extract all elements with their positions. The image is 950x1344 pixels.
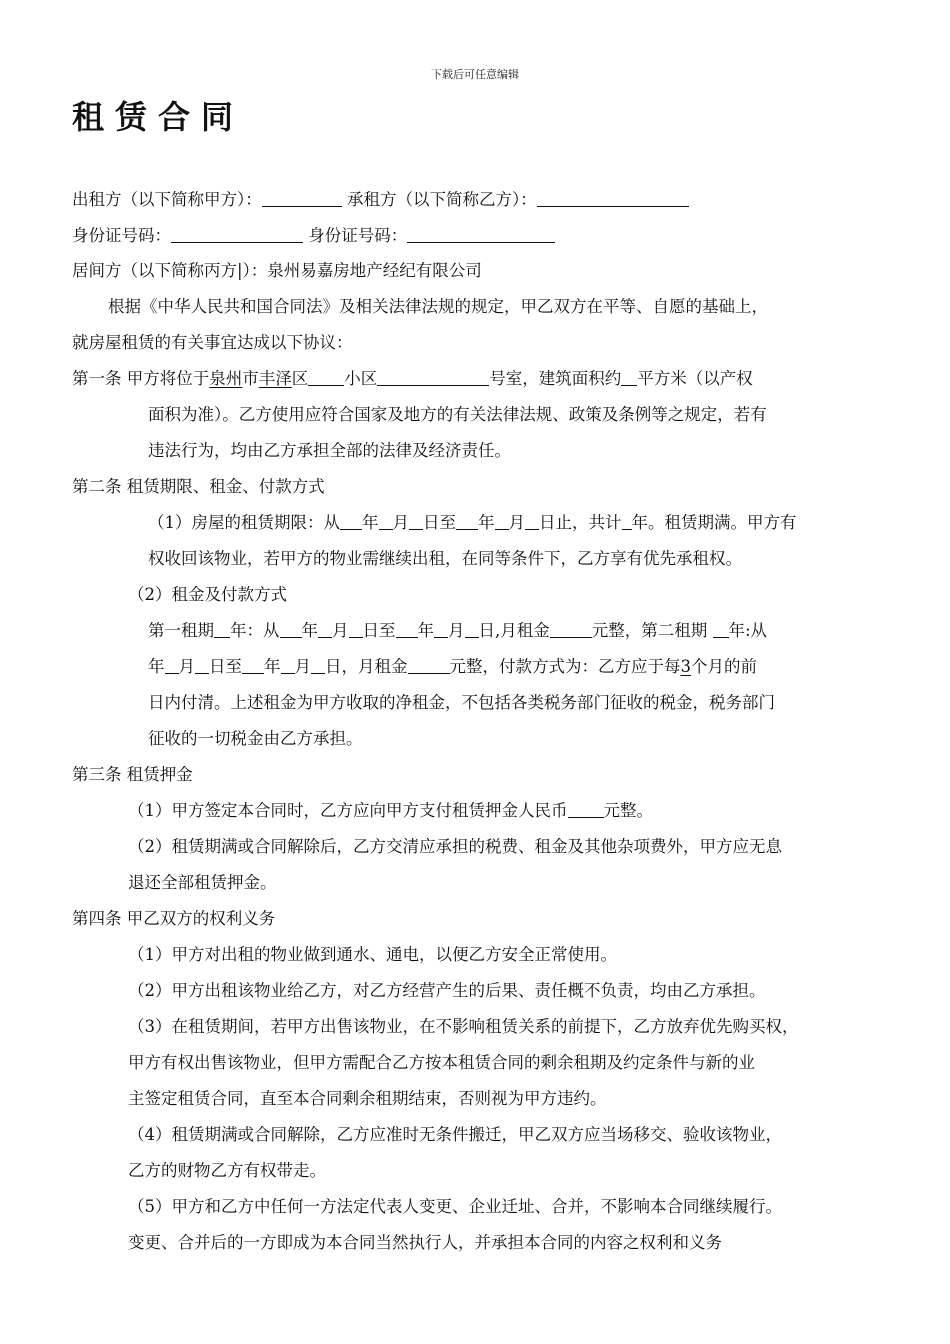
- article2-text: 年: [417, 621, 434, 640]
- lessor-id-label: 身份证号码：: [72, 226, 171, 245]
- article2-p2-heading: （2）租金及付款方式: [128, 585, 287, 604]
- blank: [465, 621, 479, 638]
- blank: [525, 513, 539, 530]
- article2-p2-line-2: [148, 657, 757, 677]
- article2-text: 日，月租金: [325, 657, 408, 676]
- months-value: 3: [680, 657, 691, 676]
- article2-p1-line-2: 权收回该物业，若甲方的物业需继续出租，在同等条件下，乙方享有优先承租权。: [148, 549, 742, 568]
- article2-text: 月: [448, 621, 465, 640]
- article2-heading: 第二条 租赁期限、租金、付款方式: [72, 477, 325, 496]
- blank: [379, 513, 393, 530]
- blank: [242, 657, 264, 674]
- blank: [349, 621, 363, 638]
- article2-text: 年: [301, 621, 318, 640]
- blank: [340, 513, 362, 530]
- article2-text: 年: [478, 513, 495, 532]
- article2-text: 日止，共计: [539, 513, 622, 532]
- header-note: 下载后可任意编辑: [431, 68, 519, 81]
- article2-text: 日至: [423, 513, 456, 532]
- article2-text: 月: [392, 513, 409, 532]
- preamble-line-1: 根据《中华人民共和国合同法》及相关法律法规的规定，甲乙双方在平等、自愿的基础上，: [108, 297, 768, 316]
- lessee-label: 承租方（以下简称乙方）：: [347, 190, 537, 209]
- article4-p1: （1）甲方对出租的物业做到通水、通电，以便乙方安全正常使用。: [128, 945, 617, 964]
- blank: [195, 657, 209, 674]
- parties-line-1: [72, 190, 689, 210]
- article4-p3-line-1: （3）在租赁期间，若甲方出售该物业，在不影响租赁关系的前提下，乙方放弃优先购买权，: [128, 1017, 799, 1036]
- blank: [308, 369, 344, 386]
- article2-p2-line-4: 征收的一切税金由乙方承担。: [148, 729, 363, 748]
- article3-p1: [128, 801, 653, 821]
- intermediary-line: 居间方（以下简称丙方|）：泉州易嘉房地产经纪有限公司: [72, 261, 482, 280]
- article1-text: 号室，建筑面积约: [489, 369, 622, 388]
- blank: [622, 513, 632, 530]
- blank: [409, 513, 423, 530]
- article2-text: 元整，付款方式为：乙方应于每: [449, 657, 681, 676]
- article3-text: （1）甲方签定本合同时，乙方应向甲方支付租赁押金人民币: [128, 801, 568, 820]
- blank: [456, 513, 478, 530]
- article3-p2-line-1: （2）租赁期满或合同解除后，乙方交清应承担的税费、租金及其他杂项费外，甲方应无息: [128, 837, 782, 856]
- article2-p2-line-1: [148, 621, 767, 641]
- article2-text: 元整，第二租期: [591, 621, 708, 640]
- article2-text: 月: [508, 513, 525, 532]
- article4-p4-line-1: （4）租赁期满或合同解除，乙方应准时无条件搬迁，甲乙双方应当场移交、验收该物业，: [128, 1125, 782, 1144]
- article2-text: （1）房屋的租赁期限：从: [148, 513, 340, 532]
- article2-p2-line-3: 日内付清。上述租金为甲方收取的净租金，不包括各类税务部门征收的税金，税务部门: [148, 693, 775, 712]
- article2-p1-line-1: [148, 513, 797, 533]
- lessor-id-blank: [171, 226, 303, 243]
- article2-text: 月: [294, 657, 311, 676]
- blank: [495, 513, 509, 530]
- blank: [408, 657, 450, 674]
- preamble-line-2: 就房屋租赁的有关事宜达成以下协议：: [72, 333, 353, 352]
- article4-p2: （2）甲方出租该物业给乙方，对乙方经营产生的后果、责任概不负责，均由乙方承担。: [128, 981, 766, 1000]
- lessor-label: 出租方（以下简称甲方）：: [72, 190, 262, 209]
- article2-text: 年: [148, 657, 165, 676]
- article1-text: 平方米（以产权: [637, 369, 753, 388]
- blank: [377, 369, 489, 386]
- article2-text: 日至: [362, 621, 396, 640]
- article4-p5-line-1: （5）甲方和乙方中任何一方法定代表人变更、企业迁址、合并，不影响本合同继续履行。: [128, 1197, 782, 1216]
- blank: [318, 621, 332, 638]
- deposit-blank: [568, 801, 604, 818]
- blank: [165, 657, 179, 674]
- article2-text: 日,月租金: [478, 621, 550, 640]
- article2-text: 年: [264, 657, 281, 676]
- lessee-id-label: 身份证号码：: [308, 226, 408, 245]
- blank: [280, 621, 302, 638]
- article4-p4-line-2: 乙方的财物乙方有权带走。: [128, 1161, 326, 1180]
- blank: [434, 621, 448, 638]
- article1-text: 小区: [344, 369, 378, 388]
- article2-text: 月: [332, 621, 349, 640]
- article2-text: 年: [362, 513, 379, 532]
- blank: [621, 369, 637, 386]
- article2-text: 年:从: [728, 621, 768, 640]
- blank: [713, 621, 729, 638]
- article4-p3-line-2: 甲方有权出售该物业，但甲方需配合乙方按本租赁合同的剩余租期及约定条件与新的业: [128, 1053, 755, 1072]
- article1-line-3: 违法行为，均由乙方承担全部的法律及经济责任。: [148, 441, 511, 460]
- parties-line-2: [72, 226, 555, 246]
- lessor-name-blank: [262, 190, 342, 207]
- article3-p2-line-2: 退还全部租赁押金。: [128, 873, 277, 892]
- article2-text: 第一租期: [148, 621, 214, 640]
- article1-text: 第一条 甲方将位于: [72, 369, 210, 388]
- article3-text: 元整。: [603, 801, 653, 820]
- document-title: 租赁合同: [72, 98, 245, 136]
- article4-p5-line-2: 变更、合并后的一方即成为本合同当然执行人，并承担本合同的内容之权利和义务: [128, 1233, 722, 1252]
- article4-heading: 第四条 甲乙双方的权利义务: [72, 909, 276, 928]
- blank: [214, 621, 230, 638]
- article1-line-2: 面积为准）。乙方使用应符合国家及地方的有关法律法规、政策及条例等之规定，若有: [148, 405, 767, 424]
- article2-text: 年。租赁期满。甲方有: [631, 513, 797, 532]
- article2-text: 个月的前: [691, 657, 757, 676]
- article3-heading: 第三条 租赁押金: [72, 765, 193, 784]
- article2-text: 年：从: [230, 621, 280, 640]
- article1-line-1: [72, 369, 753, 389]
- district-value: 丰泽: [258, 369, 292, 388]
- blank: [396, 621, 418, 638]
- article1-text: 市: [242, 369, 259, 388]
- blank: [311, 657, 325, 674]
- article2-text: 日至: [209, 657, 242, 676]
- article1-text: 区: [291, 369, 309, 388]
- article2-text: 月: [178, 657, 195, 676]
- lessee-name-blank: [537, 190, 689, 207]
- lessee-id-blank: [407, 226, 555, 243]
- article4-p3-line-3: 主签定租赁合同，直至本合同剩余租期结束，否则视为甲方违约。: [128, 1089, 607, 1108]
- city-value: 泉州: [209, 369, 243, 388]
- blank: [550, 621, 592, 638]
- blank: [281, 657, 295, 674]
